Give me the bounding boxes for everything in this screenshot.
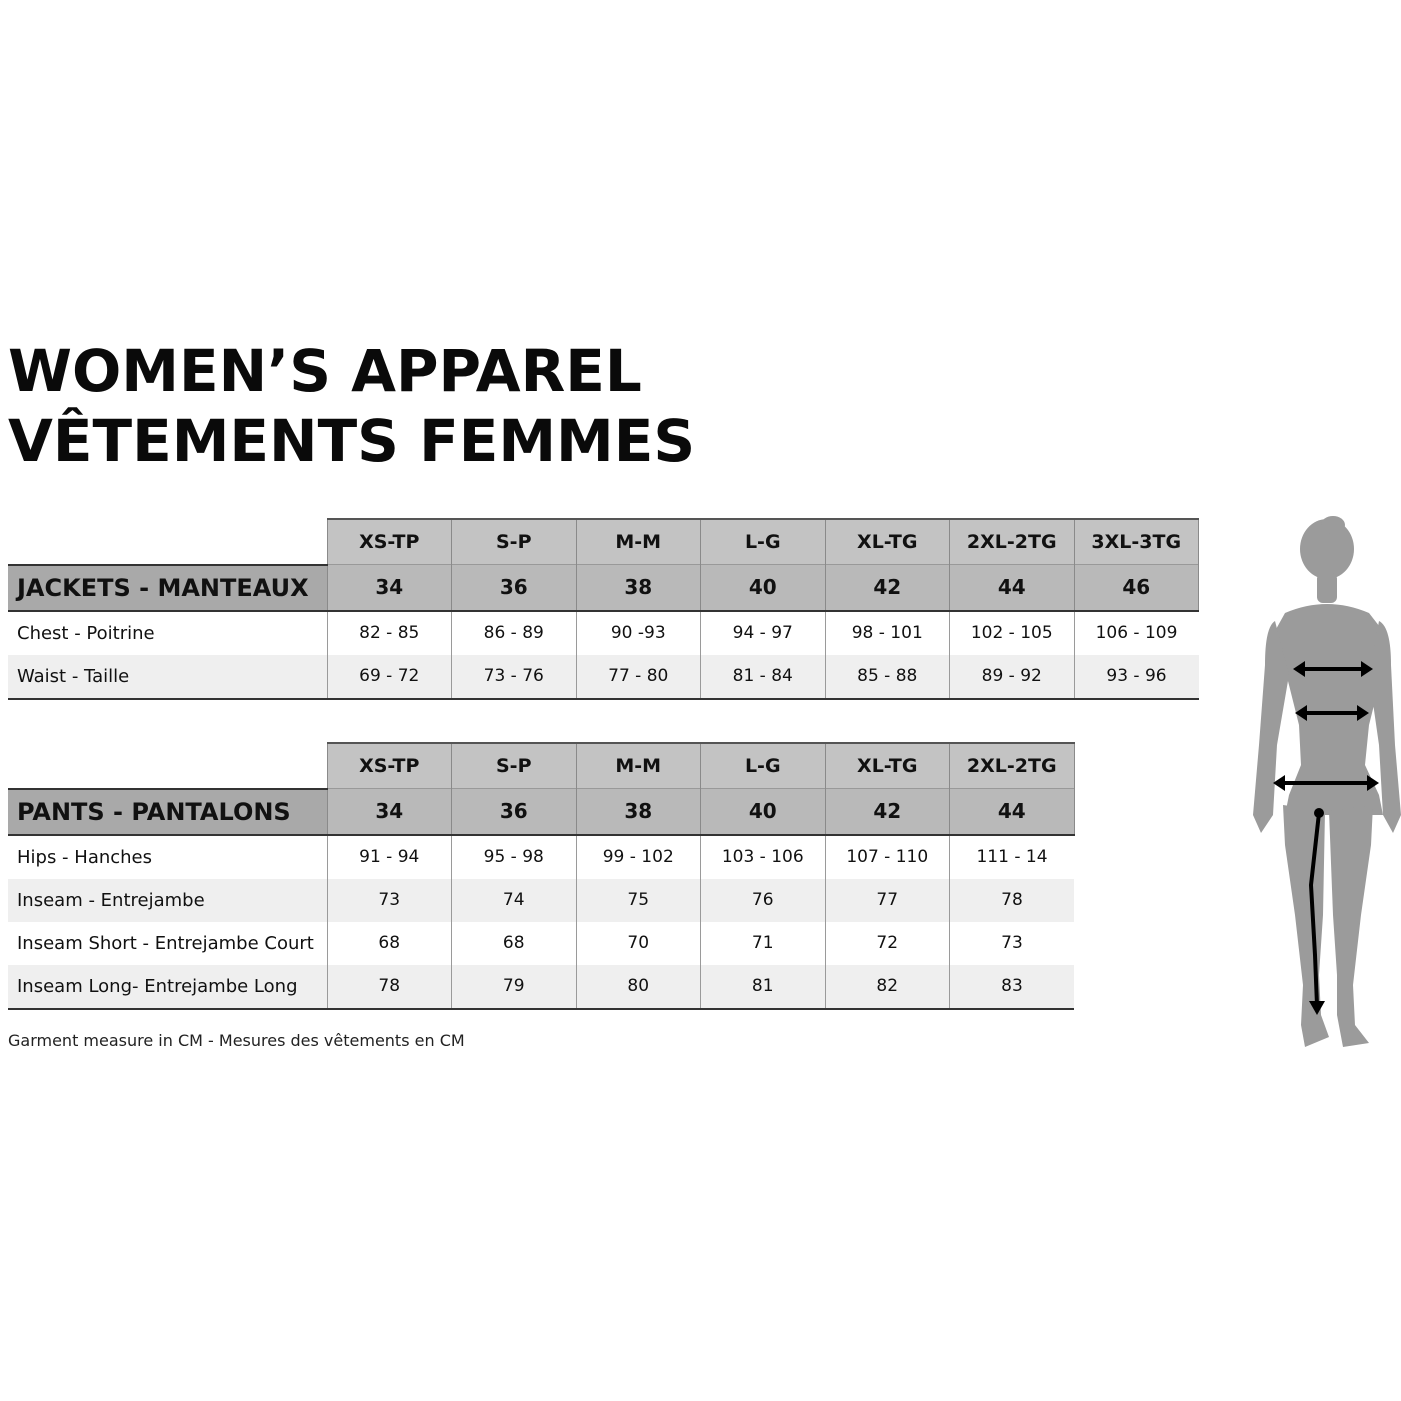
measure-value: 78 [327,965,452,1009]
measure-value: 83 [950,965,1075,1009]
measure-value: 99 - 102 [576,835,701,879]
measure-value: 82 - 85 [327,611,452,655]
category-label: PANTS - PANTALONS [8,789,327,835]
size-number: 40 [701,789,826,835]
measure-value: 76 [701,879,826,922]
size-number: 34 [327,565,452,611]
measure-label: Waist - Taille [8,655,327,699]
measure-value: 98 - 101 [825,611,950,655]
size-header: L-G [701,519,826,565]
measure-value: 71 [701,922,826,965]
size-header: XS-TP [327,519,452,565]
blank-cell [8,519,327,565]
size-number: 40 [701,565,826,611]
size-header: S-P [452,519,577,565]
category-label: JACKETS - MANTEAUX [8,565,327,611]
measure-value: 107 - 110 [825,835,950,879]
size-header: XL-TG [825,743,950,789]
measure-value: 75 [576,879,701,922]
measure-value: 73 - 76 [452,655,577,699]
woman-silhouette-measurement-icon [1245,515,1401,1055]
table-row [8,965,1074,1009]
table-row [8,655,1199,699]
measure-label: Inseam - Entrejambe [8,879,327,922]
table-row [8,611,1199,655]
size-header: 2XL-2TG [950,519,1075,565]
measure-value: 89 - 92 [950,655,1075,699]
title-english: WOMEN’S APPAREL [8,337,642,405]
size-number: 36 [452,565,577,611]
measure-value: 86 - 89 [452,611,577,655]
size-number: 38 [576,565,701,611]
jackets-number-row [8,565,1199,611]
size-number: 42 [825,565,950,611]
size-number: 44 [950,789,1075,835]
size-number: 34 [327,789,452,835]
measure-value: 68 [452,922,577,965]
measure-value: 78 [950,879,1075,922]
jackets-size-table [8,518,1199,700]
measure-label: Inseam Short - Entrejambe Court [17,932,314,954]
blank-cell [8,743,327,789]
measure-value: 85 - 88 [825,655,950,699]
measure-label: Hips - Hanches [17,846,153,868]
measure-value: 80 [576,965,701,1009]
measure-value: 94 - 97 [701,611,826,655]
measure-value: 102 - 105 [950,611,1075,655]
measure-value: 70 [576,922,701,965]
measure-value: 106 - 109 [1074,611,1199,655]
measure-value: 68 [327,922,452,965]
pants-size-header-row [8,743,1074,789]
size-number: 44 [950,565,1075,611]
size-header: XS-TP [327,743,452,789]
measure-value: 69 - 72 [327,655,452,699]
size-header: 3XL-3TG [1074,519,1199,565]
measure-value: 77 [825,879,950,922]
size-header: M-M [576,743,701,789]
size-header: M-M [576,519,701,565]
page-title [8,336,695,476]
measure-value: 74 [452,879,577,922]
measure-value: 91 - 94 [327,835,452,879]
size-header: XL-TG [825,519,950,565]
size-header: S-P [452,743,577,789]
measure-value: 95 - 98 [452,835,577,879]
pants-number-row [8,789,1074,835]
measure-value: 111 - 14 [950,835,1075,879]
table-row [8,922,1074,965]
footnote: Garment measure in CM - Mesures des vêtements en CM [8,1031,465,1050]
size-header: 2XL-2TG [950,743,1075,789]
measure-label: Inseam Long- Entrejambe Long [8,965,327,1009]
jackets-size-header-row [8,519,1199,565]
measure-value: 73 [327,879,452,922]
measure-value: 72 [825,922,950,965]
measure-value: 82 [825,965,950,1009]
measure-value: 73 [950,922,1075,965]
table-row [8,835,1074,879]
measure-value: 79 [452,965,577,1009]
measure-value: 77 - 80 [576,655,701,699]
measure-value: 103 - 106 [701,835,826,879]
measure-value: 81 [701,965,826,1009]
table-row [8,879,1074,922]
measure-value: 90 -93 [576,611,701,655]
size-number: 42 [825,789,950,835]
measure-value: 93 - 96 [1074,655,1199,699]
size-number: 36 [452,789,577,835]
title-french: VÊTEMENTS FEMMES [8,407,696,475]
size-header: L-G [701,743,826,789]
size-number: 38 [576,789,701,835]
measure-value: 81 - 84 [701,655,826,699]
pants-size-table [8,742,1075,1010]
measure-label: Chest - Poitrine [17,622,155,644]
size-number: 46 [1074,565,1199,611]
